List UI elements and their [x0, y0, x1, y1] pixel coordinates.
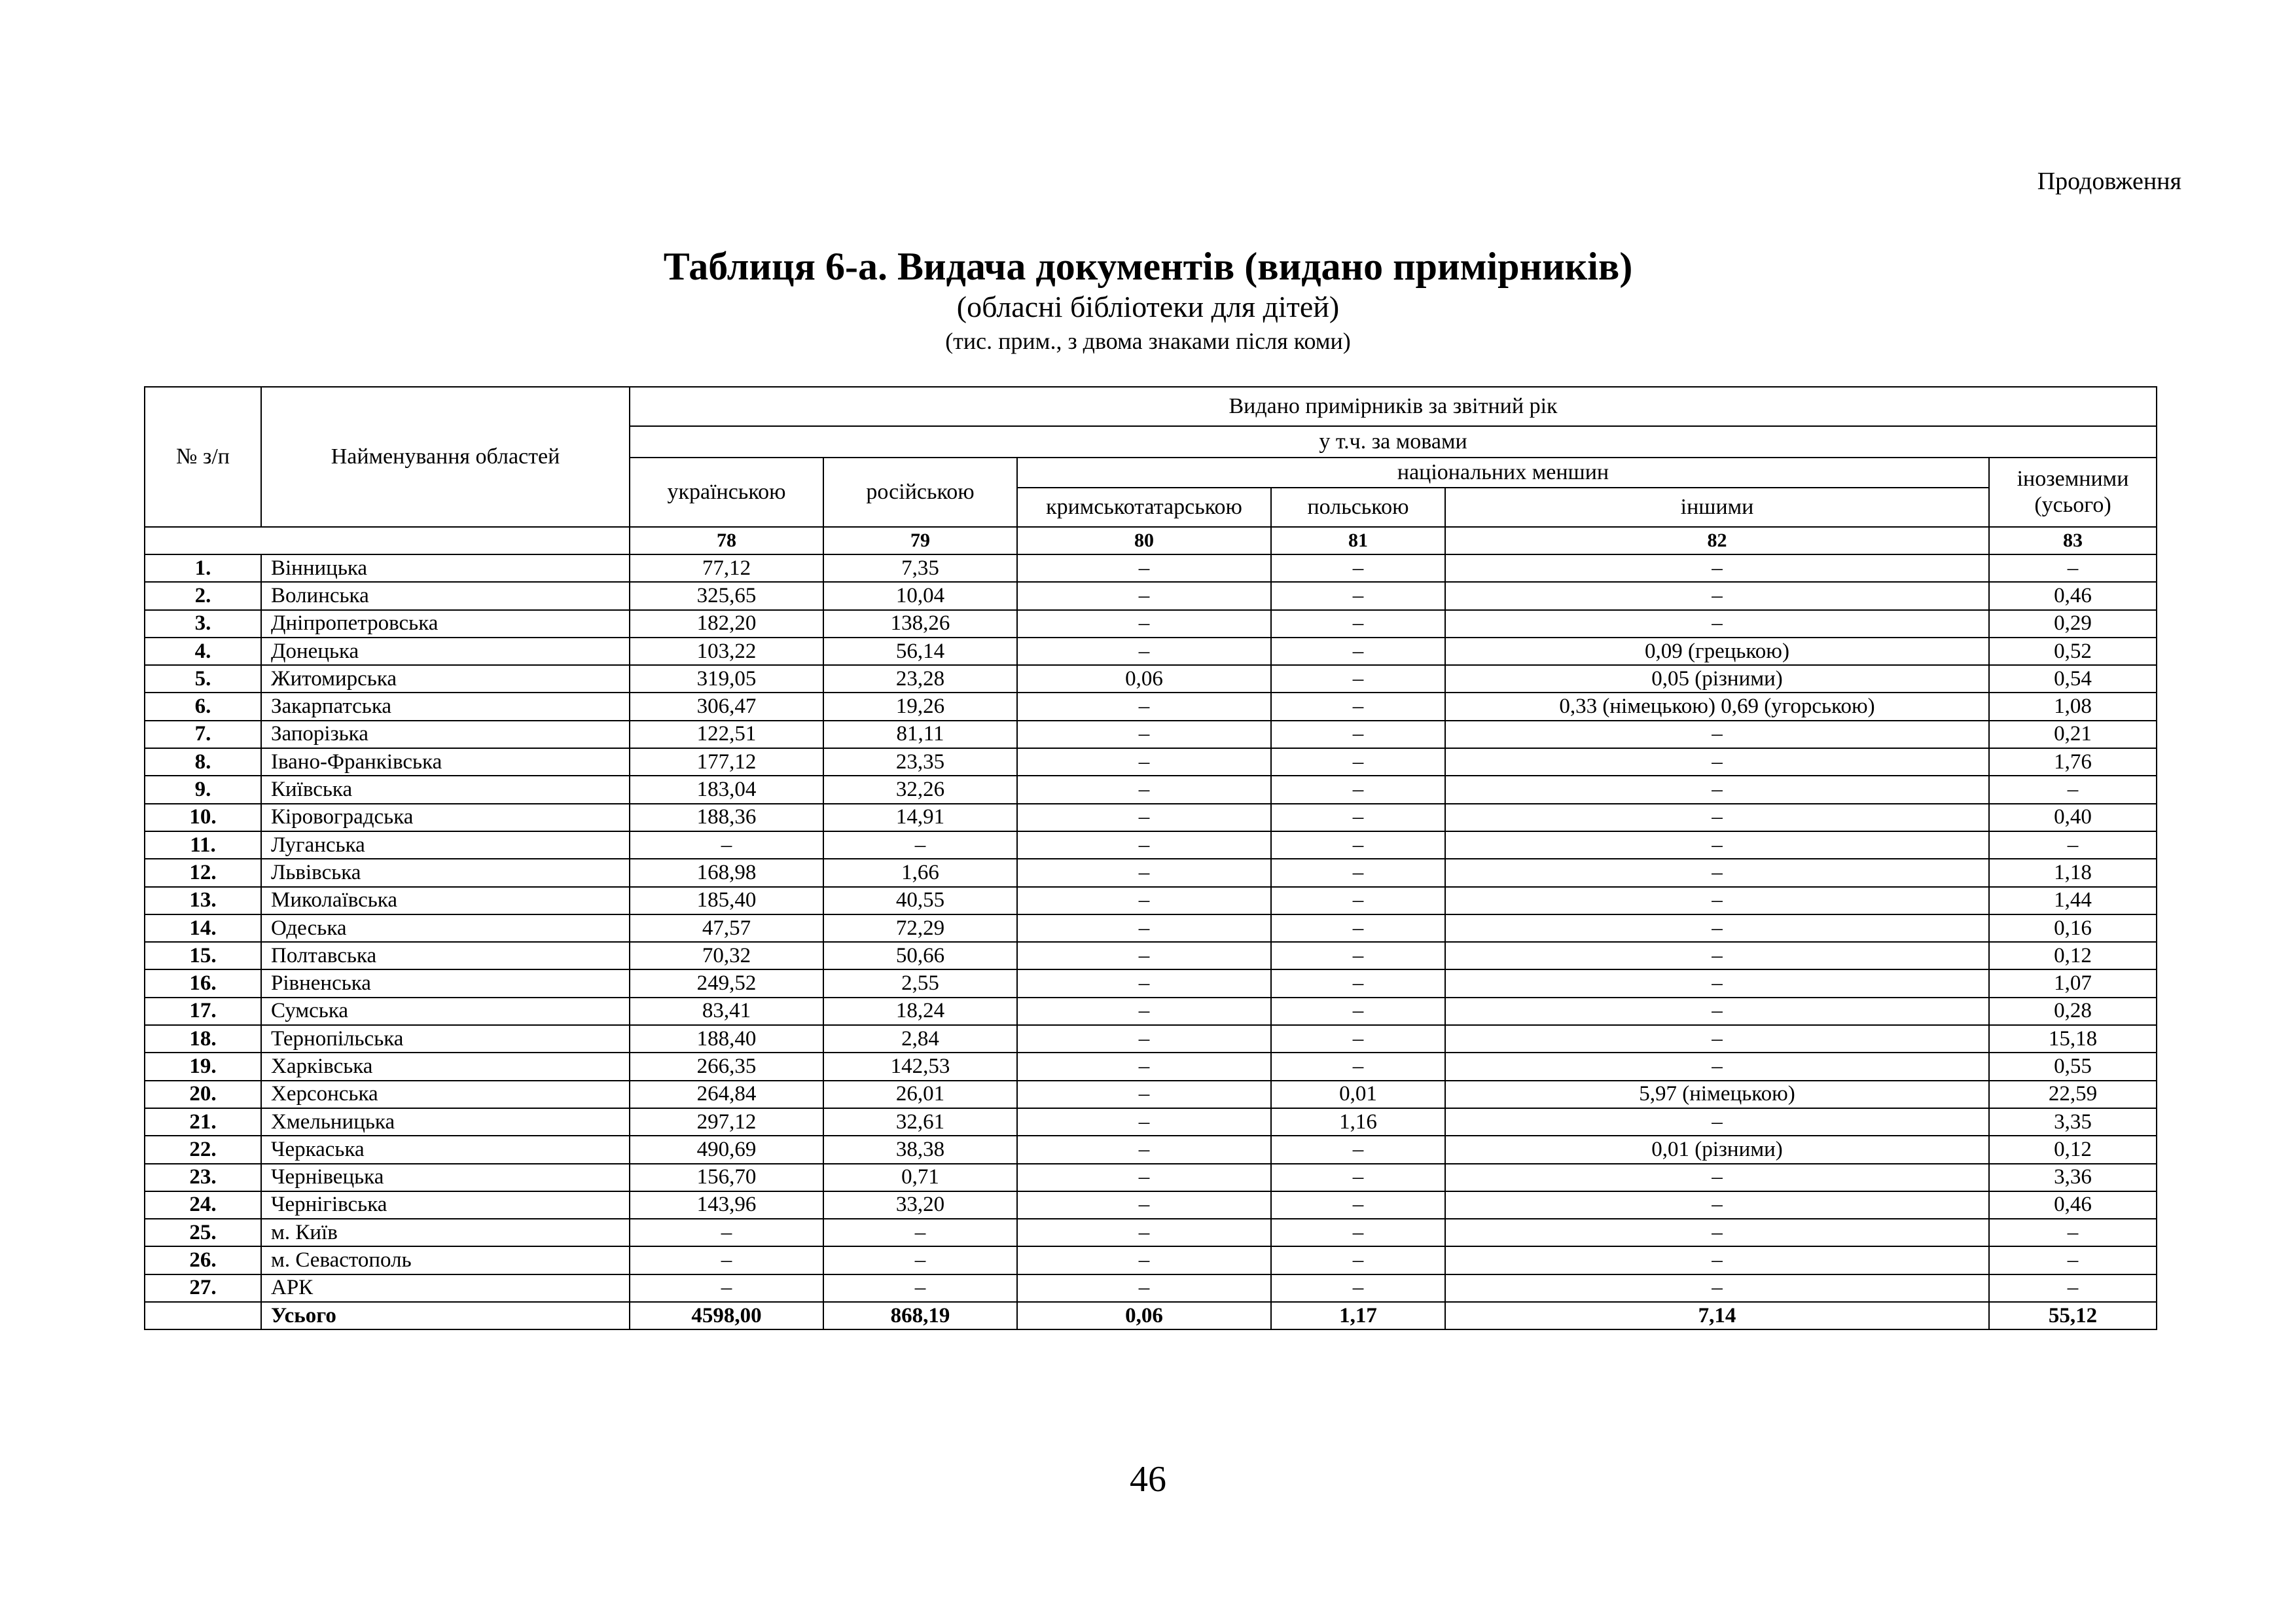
region-name: Черкаська [261, 1136, 630, 1163]
header-number: № з/п [145, 387, 261, 527]
russian-value: – [823, 831, 1017, 859]
russian-value: 14,91 [823, 804, 1017, 831]
row-number: 2. [145, 582, 261, 609]
crimean-tatar-value: – [1017, 1164, 1271, 1191]
ukrainian-value: 325,65 [630, 582, 823, 609]
table-row [145, 1025, 2157, 1053]
table-row [145, 1191, 2157, 1219]
region-name: Чернівецька [261, 1164, 630, 1191]
header-crimean-tatar: кримськотатарською [1017, 488, 1271, 527]
polish-value: – [1271, 721, 1445, 748]
row-number: 19. [145, 1053, 261, 1080]
other-value: – [1445, 582, 1989, 609]
russian-value: 1,66 [823, 859, 1017, 886]
foreign-value: 0,46 [1989, 1191, 2157, 1219]
header-minorities: національних меншин [1017, 458, 1989, 488]
row-number: 16. [145, 969, 261, 997]
header-issued: Видано примірників за звітний рік [630, 387, 2157, 426]
ukrainian-value: 188,36 [630, 804, 823, 831]
table-row [145, 748, 2157, 776]
table-body [145, 554, 2157, 1329]
table-row [145, 665, 2157, 693]
row-number: 25. [145, 1219, 261, 1246]
foreign-value: 0,29 [1989, 610, 2157, 638]
table-row [145, 1136, 2157, 1163]
row-number [145, 1302, 261, 1329]
other-value: – [1445, 1053, 1989, 1080]
crimean-tatar-value: – [1017, 610, 1271, 638]
crimean-tatar-value: – [1017, 859, 1271, 886]
ukrainian-value: 70,32 [630, 942, 823, 969]
column-code: 81 [1271, 527, 1445, 554]
row-number: 26. [145, 1246, 261, 1274]
row-number: 13. [145, 887, 261, 914]
header-name: Найменування областей [261, 387, 630, 527]
header-by-language: у т.ч. за мовами [630, 426, 2157, 458]
crimean-tatar-value: – [1017, 1274, 1271, 1302]
crimean-tatar-value: – [1017, 1108, 1271, 1136]
region-name: Кіровоградська [261, 804, 630, 831]
polish-value: – [1271, 998, 1445, 1025]
region-name: Луганська [261, 831, 630, 859]
other-value: – [1445, 1025, 1989, 1053]
table-row [145, 914, 2157, 942]
continuation-label: Продовження [2037, 168, 2181, 195]
crimean-tatar-value: – [1017, 831, 1271, 859]
ukrainian-value: 306,47 [630, 693, 823, 720]
polish-value: – [1271, 969, 1445, 997]
other-value: 7,14 [1445, 1302, 1989, 1329]
region-name: м. Київ [261, 1219, 630, 1246]
crimean-tatar-value: – [1017, 887, 1271, 914]
crimean-tatar-value: – [1017, 554, 1271, 582]
foreign-value: 1,07 [1989, 969, 2157, 997]
row-number: 12. [145, 859, 261, 886]
russian-value: – [823, 1274, 1017, 1302]
crimean-tatar-value: – [1017, 998, 1271, 1025]
crimean-tatar-value: – [1017, 638, 1271, 665]
russian-value: 81,11 [823, 721, 1017, 748]
foreign-value: 55,12 [1989, 1302, 2157, 1329]
foreign-value: 0,12 [1989, 1136, 2157, 1163]
table-row [145, 969, 2157, 997]
foreign-value: 1,76 [1989, 748, 2157, 776]
polish-value: – [1271, 610, 1445, 638]
russian-value: – [823, 1246, 1017, 1274]
row-number: 17. [145, 998, 261, 1025]
region-name: Полтавська [261, 942, 630, 969]
ukrainian-value: 297,12 [630, 1108, 823, 1136]
row-number: 18. [145, 1025, 261, 1053]
region-name: Вінницька [261, 554, 630, 582]
region-name: Усього [261, 1302, 630, 1329]
table-title: Таблиця 6-а. Видача документів (видано примірників) [663, 245, 1633, 288]
ukrainian-value: 122,51 [630, 721, 823, 748]
ukrainian-value: 47,57 [630, 914, 823, 942]
title-block [0, 244, 2296, 356]
russian-value: 32,61 [823, 1108, 1017, 1136]
other-value: – [1445, 610, 1989, 638]
other-value: – [1445, 776, 1989, 803]
header-polish: польською [1271, 488, 1445, 527]
table-subtitle: (обласні бібліотеки для дітей) [956, 290, 1340, 323]
foreign-value: – [1989, 1246, 2157, 1274]
row-number: 7. [145, 721, 261, 748]
region-name: Харківська [261, 1053, 630, 1080]
header-russian: російською [823, 458, 1017, 527]
region-name: Миколаївська [261, 887, 630, 914]
other-value: – [1445, 721, 1989, 748]
table-row [145, 1246, 2157, 1274]
other-value: – [1445, 748, 1989, 776]
region-name: Запорізька [261, 721, 630, 748]
table-row [145, 1108, 2157, 1136]
russian-value: 40,55 [823, 887, 1017, 914]
foreign-value: – [1989, 776, 2157, 803]
table-row [145, 776, 2157, 803]
foreign-value: 0,40 [1989, 804, 2157, 831]
table-row [145, 859, 2157, 886]
polish-value: – [1271, 1164, 1445, 1191]
table-row [145, 887, 2157, 914]
russian-value: 56,14 [823, 638, 1017, 665]
ukrainian-value: 156,70 [630, 1164, 823, 1191]
other-value: – [1445, 554, 1989, 582]
russian-value: 10,04 [823, 582, 1017, 609]
foreign-value: 22,59 [1989, 1081, 2157, 1108]
crimean-tatar-value: – [1017, 942, 1271, 969]
ukrainian-value: 177,12 [630, 748, 823, 776]
other-value: – [1445, 1274, 1989, 1302]
polish-value: – [1271, 1025, 1445, 1053]
polish-value: – [1271, 914, 1445, 942]
other-value: – [1445, 914, 1989, 942]
foreign-value: 0,21 [1989, 721, 2157, 748]
foreign-value: – [1989, 831, 2157, 859]
foreign-value: 3,36 [1989, 1164, 2157, 1191]
polish-value: – [1271, 859, 1445, 886]
table-row [145, 721, 2157, 748]
row-number: 5. [145, 665, 261, 693]
other-value: – [1445, 1164, 1989, 1191]
crimean-tatar-value: – [1017, 776, 1271, 803]
ukrainian-value: – [630, 1246, 823, 1274]
table-row [145, 1053, 2157, 1080]
region-name: Тернопільська [261, 1025, 630, 1053]
russian-value: 23,28 [823, 665, 1017, 693]
ukrainian-value: – [630, 1219, 823, 1246]
foreign-value: 0,52 [1989, 638, 2157, 665]
row-number: 3. [145, 610, 261, 638]
column-code: 80 [1017, 527, 1271, 554]
other-value: – [1445, 831, 1989, 859]
header-other: іншими [1445, 488, 1989, 527]
crimean-tatar-value: – [1017, 1081, 1271, 1108]
ukrainian-value: 319,05 [630, 665, 823, 693]
crimean-tatar-value: – [1017, 969, 1271, 997]
polish-value: – [1271, 1136, 1445, 1163]
russian-value: 33,20 [823, 1191, 1017, 1219]
crimean-tatar-value: – [1017, 1219, 1271, 1246]
foreign-value: 0,55 [1989, 1053, 2157, 1080]
russian-value: 138,26 [823, 610, 1017, 638]
table-row [145, 693, 2157, 720]
russian-value: 7,35 [823, 554, 1017, 582]
crimean-tatar-value: – [1017, 721, 1271, 748]
region-name: Закарпатська [261, 693, 630, 720]
foreign-value: 1,44 [1989, 887, 2157, 914]
ukrainian-value: 103,22 [630, 638, 823, 665]
polish-value: – [1271, 1219, 1445, 1246]
russian-value: 26,01 [823, 1081, 1017, 1108]
crimean-tatar-value: – [1017, 1053, 1271, 1080]
other-value: 0,01 (різними) [1445, 1136, 1989, 1163]
ukrainian-value: 4598,00 [630, 1302, 823, 1329]
polish-value: – [1271, 582, 1445, 609]
row-number: 8. [145, 748, 261, 776]
table-row [145, 1081, 2157, 1108]
ukrainian-value: 490,69 [630, 1136, 823, 1163]
foreign-value: – [1989, 1219, 2157, 1246]
table-row [145, 554, 2157, 582]
table-row [145, 1219, 2157, 1246]
crimean-tatar-value: 0,06 [1017, 665, 1271, 693]
region-name: Київська [261, 776, 630, 803]
polish-value: – [1271, 831, 1445, 859]
table-row [145, 942, 2157, 969]
issued-documents-table [144, 386, 2157, 1330]
other-value: – [1445, 1219, 1989, 1246]
polish-value: 1,16 [1271, 1108, 1445, 1136]
column-codes-row [145, 527, 2157, 554]
region-name: Хмельницька [261, 1108, 630, 1136]
polish-value: – [1271, 804, 1445, 831]
russian-value: 0,71 [823, 1164, 1017, 1191]
ukrainian-value: 168,98 [630, 859, 823, 886]
table-units-note: (тис. прим., з двома знаками після коми) [945, 328, 1351, 354]
other-value: – [1445, 859, 1989, 886]
russian-value: 32,26 [823, 776, 1017, 803]
region-name: АРК [261, 1274, 630, 1302]
ukrainian-value: 143,96 [630, 1191, 823, 1219]
foreign-value: 0,28 [1989, 998, 2157, 1025]
row-number: 4. [145, 638, 261, 665]
polish-value: – [1271, 1191, 1445, 1219]
region-name: Сумська [261, 998, 630, 1025]
row-number: 15. [145, 942, 261, 969]
polish-value: – [1271, 1274, 1445, 1302]
russian-value: 72,29 [823, 914, 1017, 942]
polish-value: – [1271, 554, 1445, 582]
header-ukrainian: українською [630, 458, 823, 527]
russian-value: 19,26 [823, 693, 1017, 720]
polish-value: – [1271, 1053, 1445, 1080]
crimean-tatar-value: – [1017, 1246, 1271, 1274]
foreign-value: 15,18 [1989, 1025, 2157, 1053]
region-name: Житомирська [261, 665, 630, 693]
table-row [145, 1164, 2157, 1191]
crimean-tatar-value: – [1017, 914, 1271, 942]
other-value: 0,09 (грецькою) [1445, 638, 1989, 665]
row-number: 9. [145, 776, 261, 803]
table-row [145, 998, 2157, 1025]
polish-value: – [1271, 1246, 1445, 1274]
russian-value: 50,66 [823, 942, 1017, 969]
ukrainian-value: 83,41 [630, 998, 823, 1025]
row-number: 6. [145, 693, 261, 720]
table-row [145, 804, 2157, 831]
other-value: 0,05 (різними) [1445, 665, 1989, 693]
header-foreign: іноземними (усього) [1989, 458, 2157, 527]
column-code: 79 [823, 527, 1017, 554]
column-code: 83 [1989, 527, 2157, 554]
table-row [145, 1274, 2157, 1302]
column-code: 82 [1445, 527, 1989, 554]
other-value: – [1445, 1191, 1989, 1219]
region-name: Рівненська [261, 969, 630, 997]
foreign-value: 0,46 [1989, 582, 2157, 609]
foreign-value: – [1989, 554, 2157, 582]
polish-value: – [1271, 748, 1445, 776]
foreign-value: 0,12 [1989, 942, 2157, 969]
crimean-tatar-value: – [1017, 1025, 1271, 1053]
polish-value: 0,01 [1271, 1081, 1445, 1108]
ukrainian-value: 182,20 [630, 610, 823, 638]
russian-value: 142,53 [823, 1053, 1017, 1080]
region-name: Львівська [261, 859, 630, 886]
table-row [145, 638, 2157, 665]
polish-value: – [1271, 887, 1445, 914]
crimean-tatar-value: – [1017, 748, 1271, 776]
other-value: – [1445, 969, 1989, 997]
foreign-value: 1,18 [1989, 859, 2157, 886]
row-number: 20. [145, 1081, 261, 1108]
foreign-value: 1,08 [1989, 693, 2157, 720]
russian-value: 18,24 [823, 998, 1017, 1025]
polish-value: 1,17 [1271, 1302, 1445, 1329]
region-name: Івано-Франківська [261, 748, 630, 776]
ukrainian-value: – [630, 1274, 823, 1302]
other-value: 5,97 (німецькою) [1445, 1081, 1989, 1108]
row-number: 27. [145, 1274, 261, 1302]
table-row [145, 831, 2157, 859]
crimean-tatar-value: 0,06 [1017, 1302, 1271, 1329]
ukrainian-value: 188,40 [630, 1025, 823, 1053]
other-value: – [1445, 998, 1989, 1025]
crimean-tatar-value: – [1017, 1191, 1271, 1219]
row-number: 1. [145, 554, 261, 582]
region-name: Волинська [261, 582, 630, 609]
foreign-value: 0,54 [1989, 665, 2157, 693]
ukrainian-value: 77,12 [630, 554, 823, 582]
foreign-value: 0,16 [1989, 914, 2157, 942]
row-number: 14. [145, 914, 261, 942]
crimean-tatar-value: – [1017, 693, 1271, 720]
russian-value: 2,84 [823, 1025, 1017, 1053]
row-number: 23. [145, 1164, 261, 1191]
polish-value: – [1271, 638, 1445, 665]
table-header [145, 387, 2157, 554]
region-name: Херсонська [261, 1081, 630, 1108]
polish-value: – [1271, 693, 1445, 720]
ukrainian-value: 249,52 [630, 969, 823, 997]
foreign-value: – [1989, 1274, 2157, 1302]
polish-value: – [1271, 665, 1445, 693]
ukrainian-value: 183,04 [630, 776, 823, 803]
other-value: – [1445, 1108, 1989, 1136]
ukrainian-value: 266,35 [630, 1053, 823, 1080]
row-number: 24. [145, 1191, 261, 1219]
row-number: 11. [145, 831, 261, 859]
table-row [145, 610, 2157, 638]
crimean-tatar-value: – [1017, 582, 1271, 609]
ukrainian-value: 185,40 [630, 887, 823, 914]
other-value: – [1445, 1246, 1989, 1274]
total-row [145, 1302, 2157, 1329]
russian-value: 38,38 [823, 1136, 1017, 1163]
region-name: Донецька [261, 638, 630, 665]
page-number: 46 [1130, 1459, 1166, 1500]
polish-value: – [1271, 776, 1445, 803]
ukrainian-value: – [630, 831, 823, 859]
row-number: 10. [145, 804, 261, 831]
row-number: 21. [145, 1108, 261, 1136]
other-value: – [1445, 804, 1989, 831]
table-row [145, 582, 2157, 609]
ukrainian-value: 264,84 [630, 1081, 823, 1108]
row-number: 22. [145, 1136, 261, 1163]
column-code: 78 [630, 527, 823, 554]
russian-value: – [823, 1219, 1017, 1246]
region-name: Одеська [261, 914, 630, 942]
foreign-value: 3,35 [1989, 1108, 2157, 1136]
crimean-tatar-value: – [1017, 1136, 1271, 1163]
russian-value: 868,19 [823, 1302, 1017, 1329]
other-value: 0,33 (німецькою) 0,69 (угорською) [1445, 693, 1989, 720]
other-value: – [1445, 942, 1989, 969]
region-name: м. Севастополь [261, 1246, 630, 1274]
other-value: – [1445, 887, 1989, 914]
russian-value: 23,35 [823, 748, 1017, 776]
polish-value: – [1271, 942, 1445, 969]
crimean-tatar-value: – [1017, 804, 1271, 831]
region-name: Дніпропетровська [261, 610, 630, 638]
russian-value: 2,55 [823, 969, 1017, 997]
region-name: Чернігівська [261, 1191, 630, 1219]
